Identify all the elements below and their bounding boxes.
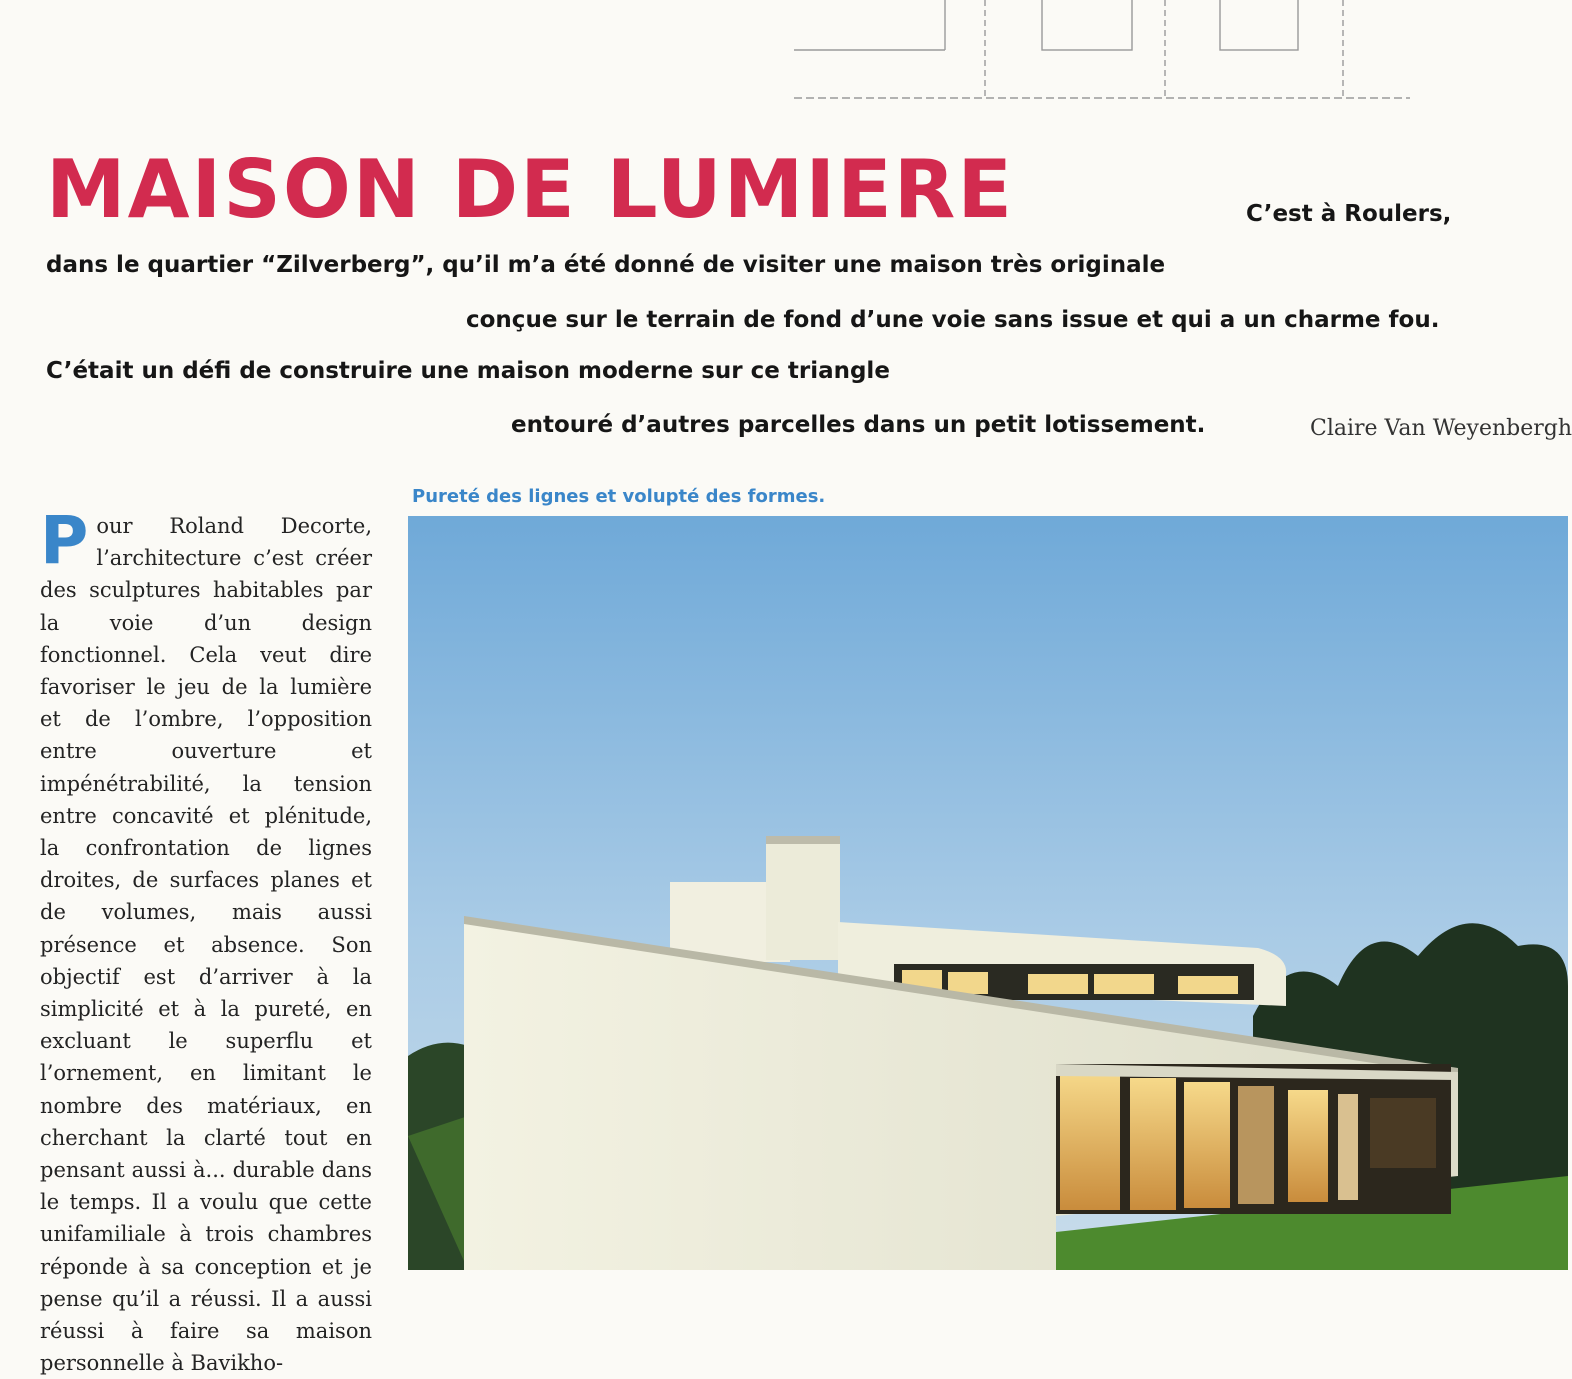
floor-plan-drawing bbox=[780, 0, 1420, 110]
drop-cap: P bbox=[40, 502, 89, 579]
intro-line-1: C’est à Roulers, bbox=[1246, 201, 1452, 227]
photo-caption: Pureté des lignes et volupté des formes. bbox=[412, 486, 826, 507]
body-text: our Roland Decorte, l’architecture c’est créer des sculptures habitables par la voie d’un design fonctionnel. Cela veut dire favoriser le jeu de la lumière et de l’ombre, l’opposition entre ouverture et impénétrabilité, la tension entre concavité et plénitude, la confrontation de lignes droites, de surfaces planes et de volumes, mais aussi présence et absence. Son objectif est d’arriver à la simplicité et à la pureté, en excluant le superflu et l’ornement, en limitant le nombre des matériaux, en cherchant la clarté tout en pensant aussi à... durable dans le temps. Il a voulu que cette unifamiliale à trois chambres réponde à sa conception et je pense qu’il a réussi. Il a aussi réussi à faire sa maison personnelle à Bavikho- bbox=[40, 514, 372, 1376]
intro-line-3: conçue sur le terrain de fond d’une voie sans issue et qui a un charme fou. bbox=[466, 307, 1440, 333]
intro-line-2: dans le quartier “Zilverberg”, qu’il m’a été donné de visiter une maison très originale bbox=[46, 252, 1166, 278]
intro-line-5: entouré d’autres parcelles dans un petit lotissement. bbox=[511, 412, 1206, 438]
article-title: MAISON DE LUMIERE bbox=[46, 143, 1014, 236]
house-photo bbox=[408, 516, 1568, 1270]
intro-line-4: C’était un défi de construire une maison moderne sur ce triangle bbox=[46, 358, 890, 384]
article-body bbox=[40, 502, 372, 1379]
author-byline: Claire Van Weyenbergh bbox=[1310, 416, 1572, 441]
